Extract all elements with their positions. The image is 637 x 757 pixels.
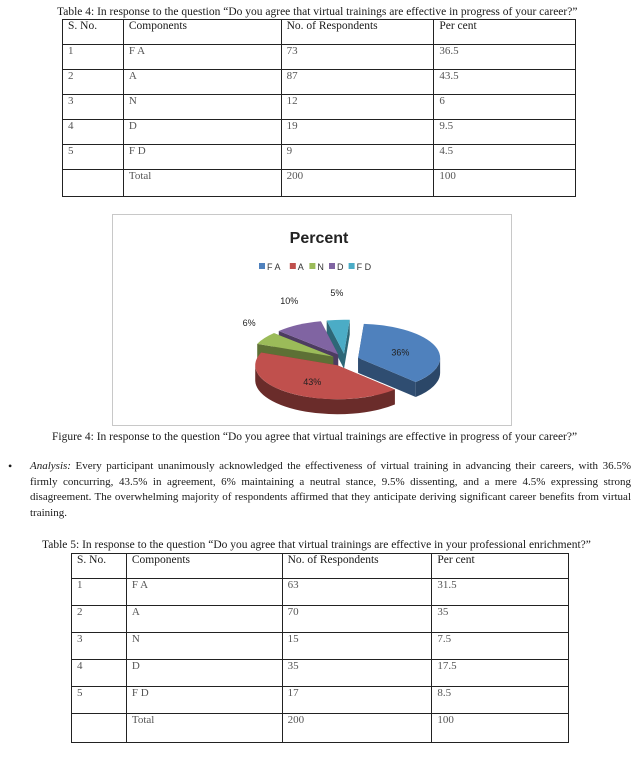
- table-row: [63, 70, 576, 95]
- table-row: [63, 145, 576, 170]
- table-row: [72, 579, 569, 606]
- cell-sno: 3: [63, 95, 124, 120]
- cell-respondents: 63: [282, 579, 432, 606]
- cell-component: N: [123, 95, 281, 120]
- cell-sno: 3: [72, 633, 127, 660]
- chart-title: Percent: [289, 230, 349, 247]
- table5-caption: Table 5: In response to the question “Do you agree that virtual trainings are effective in your professional enrichment?”: [42, 539, 591, 551]
- cell-percent: 7.5: [432, 633, 569, 660]
- cell-component: F D: [126, 687, 282, 714]
- table-row: [72, 660, 569, 687]
- legend-swatch: [309, 263, 315, 269]
- cell-sno: [72, 714, 127, 743]
- legend-swatch: [259, 263, 265, 269]
- cell-component: A: [123, 70, 281, 95]
- legend-label: F D: [356, 262, 372, 272]
- cell-percent: 9.5: [434, 120, 576, 145]
- legend-label: N: [317, 262, 324, 272]
- header-percent: Per cent: [434, 20, 576, 45]
- table-row: [63, 95, 576, 120]
- cell-sno: 1: [72, 579, 127, 606]
- analysis-paragraph: [30, 459, 631, 521]
- table5-header-row: [72, 554, 569, 579]
- cell-sno: 5: [72, 687, 127, 714]
- legend-swatch: [349, 263, 355, 269]
- cell-component: F A: [123, 45, 281, 70]
- cell-total-label: Total: [126, 714, 282, 743]
- cell-sno: [63, 170, 124, 197]
- cell-component: D: [126, 660, 282, 687]
- pie-slices: [255, 320, 440, 415]
- header-sno: S. No.: [63, 20, 124, 45]
- cell-sno: 2: [63, 70, 124, 95]
- header-sno: S. No.: [72, 554, 127, 579]
- cell-sno: 1: [63, 45, 124, 70]
- cell-component: N: [126, 633, 282, 660]
- pie-data-label: 10%: [280, 296, 299, 307]
- cell-respondents: 9: [281, 145, 434, 170]
- legend-label: A: [297, 262, 304, 272]
- analysis-label: Analysis:: [30, 460, 71, 472]
- cell-respondents: 19: [281, 120, 434, 145]
- table-row: [63, 45, 576, 70]
- cell-respondents: 12: [281, 95, 434, 120]
- cell-respondents: 35: [282, 660, 432, 687]
- cell-respondents: 70: [282, 606, 432, 633]
- cell-respondents: 73: [281, 45, 434, 70]
- cell-sno: 5: [63, 145, 124, 170]
- cell-respondents: 17: [282, 687, 432, 714]
- table-total-row: [72, 714, 569, 743]
- cell-percent: 8.5: [432, 687, 569, 714]
- header-respondents: No. of Respondents: [282, 554, 432, 579]
- table-row: [63, 120, 576, 145]
- pie-chart: [113, 215, 511, 425]
- analysis-text: Every participant unanimously acknowledged the effectiveness of virtual training in advancing their careers, with 36.5% firmly concurring, 43.5% in agreement, 6% maintaining a neutral stance, 9.5% dissenting, and a mere 4.5% expressing strong disagreement. The overwhelming majority of respondents affirmed that they anticipate deriving significant career benefits from virtual training.: [30, 460, 631, 519]
- legend-label: D: [337, 262, 344, 272]
- bullet: •: [8, 459, 13, 473]
- legend-label: F A: [267, 262, 281, 272]
- cell-sno: 4: [72, 660, 127, 687]
- cell-total-label: Total: [123, 170, 281, 197]
- cell-total-percent: 100: [432, 714, 569, 743]
- table4-header-row: [63, 20, 576, 45]
- pie-data-label: 43%: [303, 376, 322, 387]
- header-components: Components: [123, 20, 281, 45]
- table-total-row: [63, 170, 576, 197]
- legend-swatch: [290, 263, 296, 269]
- table4: [62, 19, 576, 197]
- pie-data-label: 36%: [391, 347, 410, 358]
- table-row: [72, 606, 569, 633]
- cell-percent: 36.5: [434, 45, 576, 70]
- cell-percent: 31.5: [432, 579, 569, 606]
- cell-respondents: 87: [281, 70, 434, 95]
- cell-percent: 43.5: [434, 70, 576, 95]
- chart-legend: [259, 262, 372, 272]
- cell-sno: 2: [72, 606, 127, 633]
- header-respondents: No. of Respondents: [281, 20, 434, 45]
- header-percent: Per cent: [432, 554, 569, 579]
- cell-percent: 35: [432, 606, 569, 633]
- table4-caption: Table 4: In response to the question “Do you agree that virtual trainings are effective in progress of your career?”: [57, 6, 578, 18]
- pie-data-label: 6%: [242, 318, 256, 329]
- cell-percent: 4.5: [434, 145, 576, 170]
- header-components: Components: [126, 554, 282, 579]
- cell-component: F A: [126, 579, 282, 606]
- cell-respondents: 15: [282, 633, 432, 660]
- cell-sno: 4: [63, 120, 124, 145]
- cell-component: A: [126, 606, 282, 633]
- pie-data-label: 5%: [330, 287, 344, 298]
- cell-percent: 6: [434, 95, 576, 120]
- cell-total-respondents: 200: [281, 170, 434, 197]
- pie-chart-container: [112, 214, 512, 426]
- cell-total-percent: 100: [434, 170, 576, 197]
- cell-component: F D: [123, 145, 281, 170]
- cell-percent: 17.5: [432, 660, 569, 687]
- figure4-caption: Figure 4: In response to the question “Do you agree that virtual trainings are effective in progress of your career?”: [52, 431, 578, 443]
- cell-total-respondents: 200: [282, 714, 432, 743]
- table-row: [72, 633, 569, 660]
- legend-swatch: [329, 263, 335, 269]
- table5: [71, 553, 569, 743]
- table-row: [72, 687, 569, 714]
- cell-component: D: [123, 120, 281, 145]
